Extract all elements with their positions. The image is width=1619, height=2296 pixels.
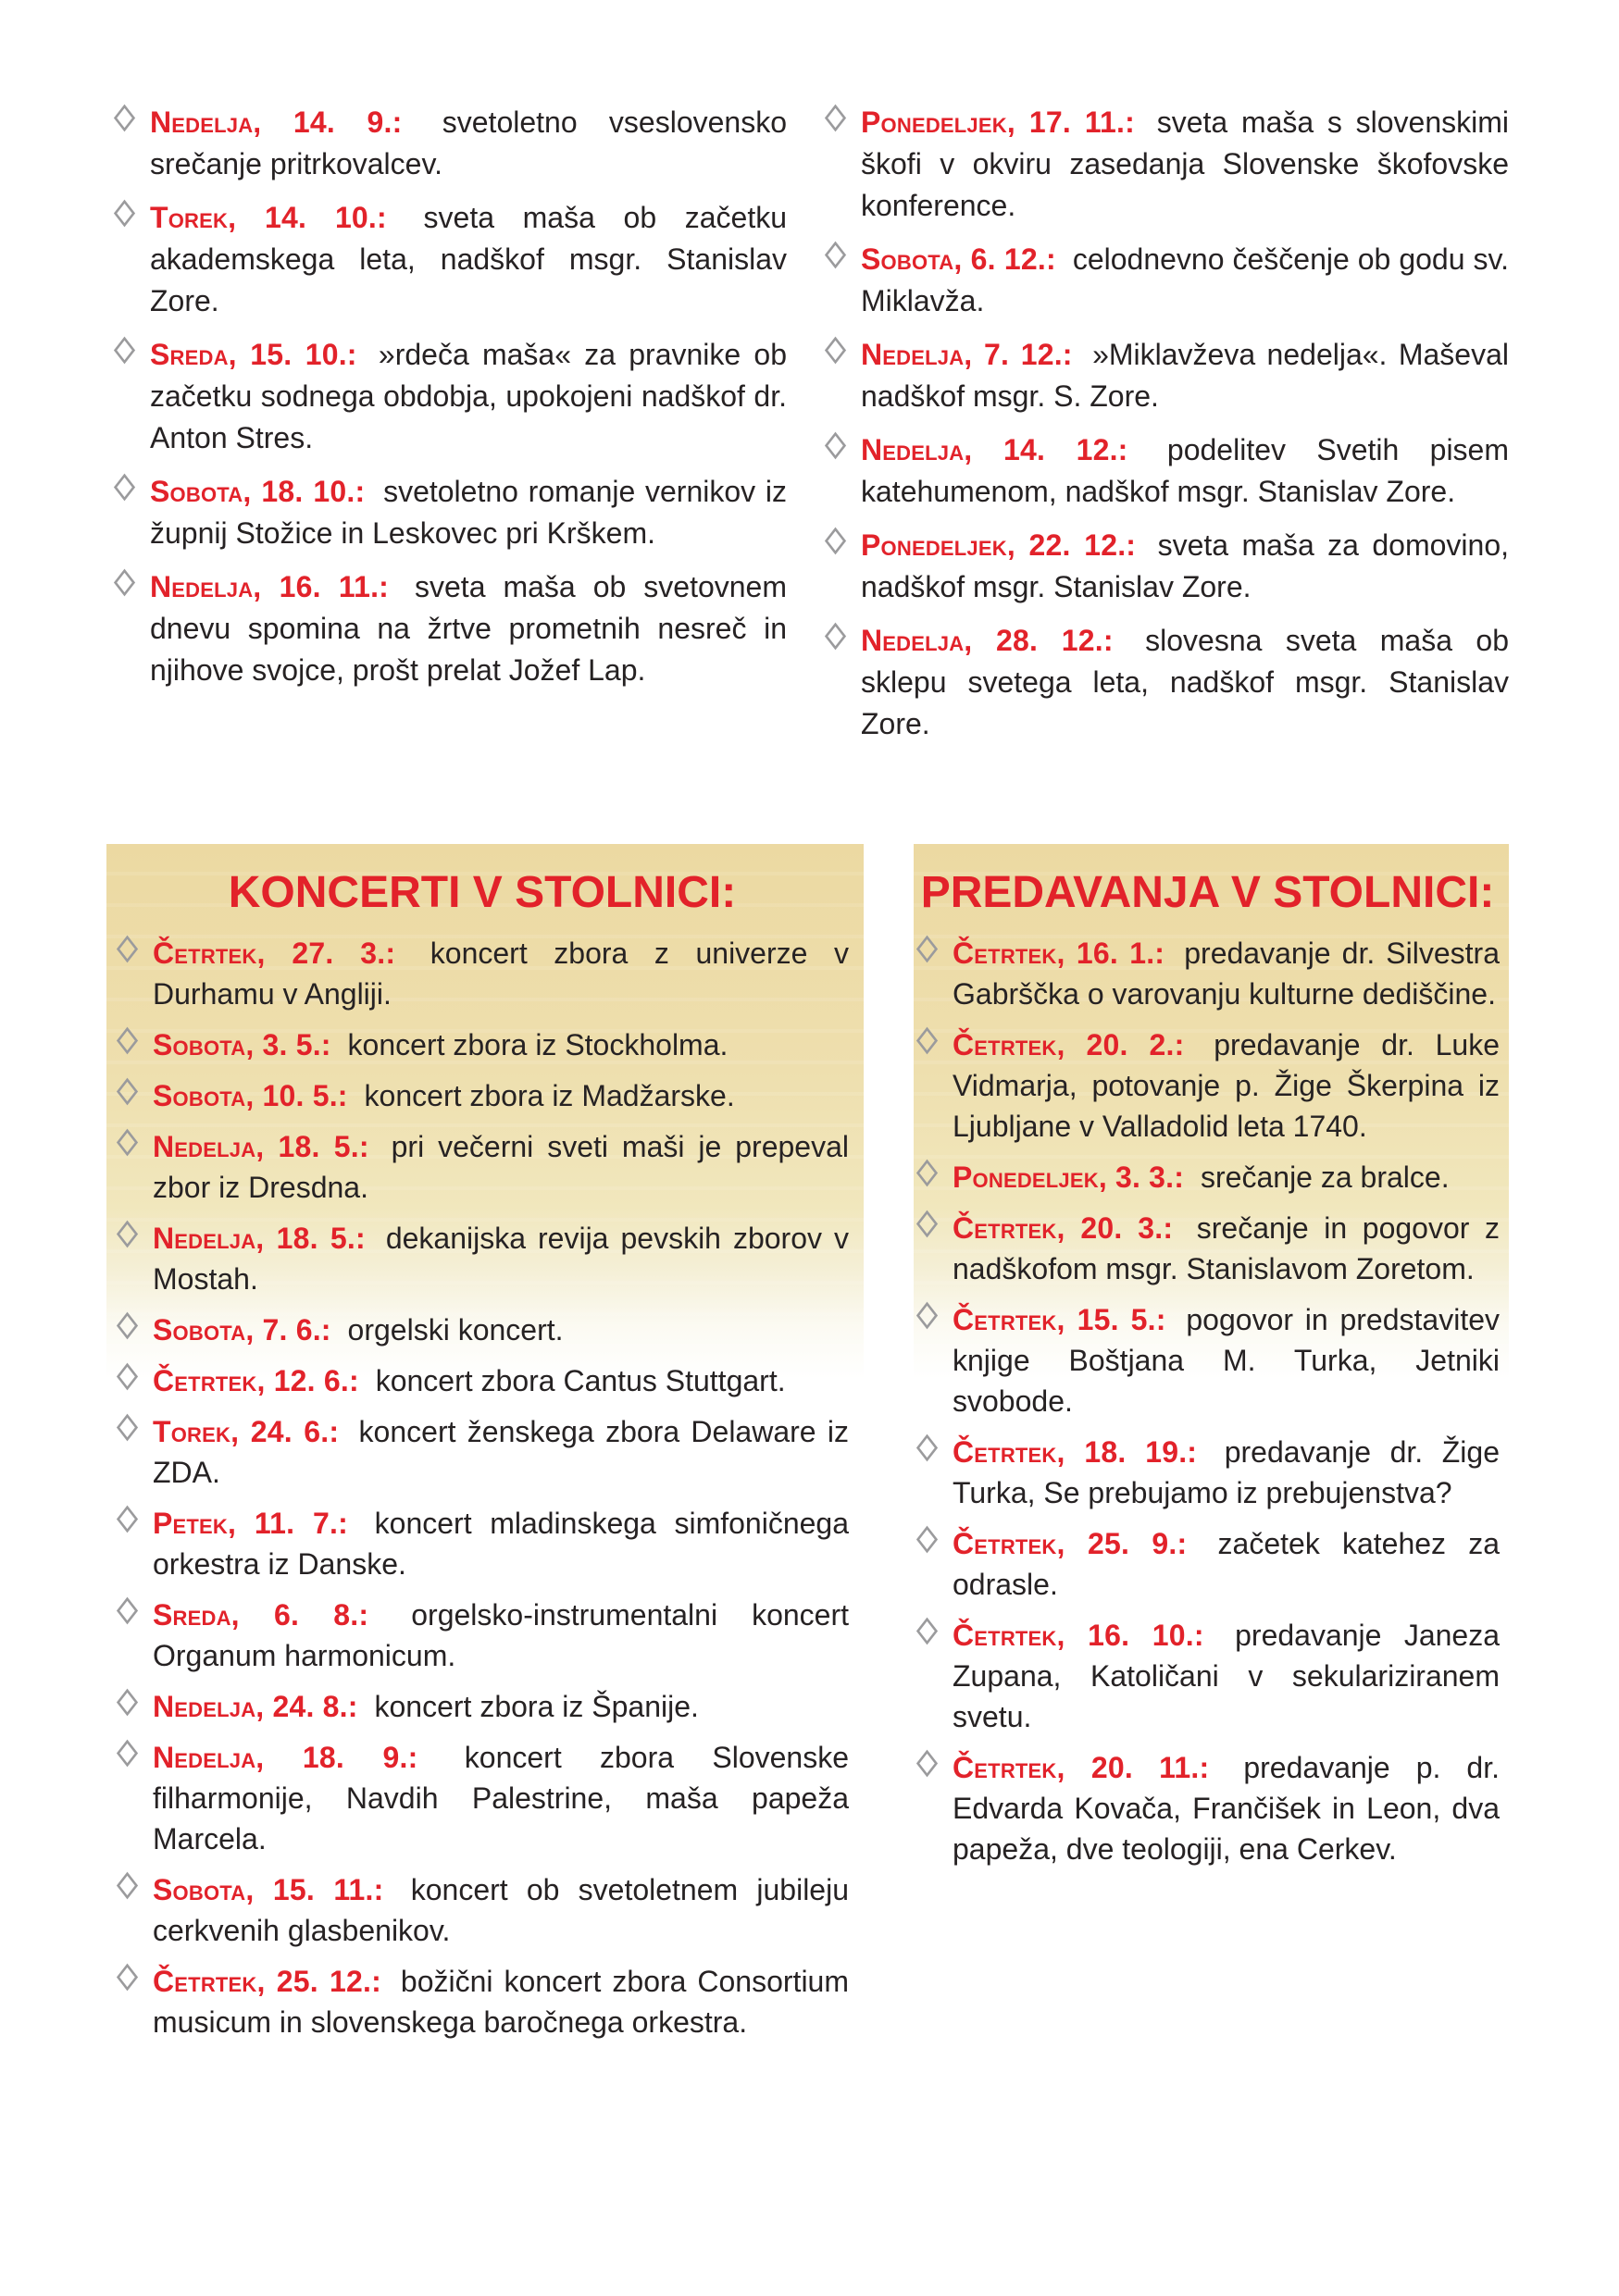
event-day-date: Četrtek, 20. 11.: (953, 1751, 1210, 1784)
event-description: predavanje p. dr. Edvarda Kovača, Frančišek in Leon, dva papeža, dve teologiji, ena Cerkev. (953, 1751, 1501, 1866)
event-description: podelitev Svetih pisem katehumenom, nadškof msgr. Stanislav Zore. (861, 433, 1510, 508)
diamond-bullet-icon (117, 1312, 138, 1340)
event-day-date: Sobota, 10. 5.: (153, 1079, 348, 1112)
event-description: predavanje dr. Žige Turka, Se prebujamo iz prebujenstva? (953, 1435, 1501, 1509)
event-description: celodnevno češčenje ob godu sv. Miklavža. (861, 242, 1510, 317)
event-item (116, 1961, 849, 2042)
diamond-bullet-icon (114, 474, 135, 502)
event-description: slovesna sveta maša ob sklepu svetega leta, nadškof msgr. Stanislav Zore. (861, 624, 1510, 740)
event-day-date: Četrtek, 25. 12.: (153, 1965, 381, 1998)
event-description: koncert zbora Slovenske filharmonije, Navdih Palestrine, maša papeža Marcela. (153, 1741, 850, 1855)
event-day-date: Nedelja, 18. 5.: (153, 1222, 366, 1255)
diamond-bullet-icon (114, 200, 135, 228)
event-description: predavanje dr. Luke Vidmarja, potovanje p. Žige Škerpina iz Ljubljane v Valladolid leta 1740. (953, 1028, 1501, 1143)
diamond-bullet-icon (825, 527, 846, 555)
diamond-bullet-icon (916, 936, 938, 963)
event-day-date: Nedelja, 7. 12.: (861, 338, 1073, 371)
event-day-date: Nedelja, 28. 12.: (861, 624, 1114, 657)
diamond-bullet-icon (117, 1689, 138, 1717)
diamond-bullet-icon (117, 1221, 138, 1248)
event-description: predavanje Janeza Zupana, Katoličani v sekulariziranem svetu. (953, 1619, 1500, 1733)
event-item (824, 102, 1509, 227)
diamond-bullet-icon (916, 1302, 938, 1330)
event-description: dekanijska revija pevskih zborov v Mostah. (153, 1222, 850, 1296)
event-day-date: Nedelja, 18. 9.: (153, 1741, 418, 1774)
section-koncerti (106, 844, 864, 2223)
event-item (915, 1157, 1500, 1198)
event-day-date: Četrtek, 27. 3.: (153, 937, 396, 970)
event-item (915, 1432, 1500, 1513)
event-day-date: Četrtek, 20. 2.: (953, 1028, 1185, 1061)
event-day-date: Nedelja, 14. 9.: (150, 105, 403, 139)
event-item (824, 525, 1509, 608)
diamond-bullet-icon (114, 337, 135, 365)
event-item (824, 620, 1509, 745)
event-day-date: Nedelja, 24. 8.: (153, 1690, 358, 1723)
diamond-bullet-icon (916, 1434, 938, 1462)
diamond-bullet-icon (916, 1618, 938, 1645)
diamond-bullet-icon (825, 242, 846, 269)
event-description: sveta maša ob svetovnem dnevu spomina na žrtve prometnih nesreč in njihove svojce, prošt prelat Jožef Lap. (150, 570, 788, 687)
event-day-date: Četrtek, 20. 3.: (953, 1211, 1174, 1245)
diamond-bullet-icon (117, 1078, 138, 1106)
diamond-bullet-icon (114, 569, 135, 597)
event-day-date: Sreda, 6. 8.: (153, 1598, 369, 1632)
event-description: »rdeča maša« za pravnike ob začetku sodnega obdobja, upokojeni nadškof dr. Anton Stres. (150, 338, 788, 454)
event-description: svetoletno vseslovensko srečanje pritrkovalcev. (150, 105, 788, 180)
koncerti-list (116, 933, 849, 2042)
event-description: srečanje za bralce. (1201, 1160, 1450, 1194)
predavanja-list (915, 933, 1500, 1869)
diamond-bullet-icon (117, 1597, 138, 1625)
event-day-date: Sobota, 18. 10.: (150, 475, 366, 508)
event-item (116, 1595, 849, 1676)
section-top-left-events (113, 102, 787, 703)
event-description: koncert zbora iz Španije. (374, 1690, 699, 1723)
event-item (116, 1309, 849, 1350)
event-item (116, 1869, 849, 1951)
diamond-bullet-icon (825, 105, 846, 132)
section-predavanja (914, 844, 1509, 2251)
event-description: pri večerni sveti maši je prepeval zbor iz Dresdna. (153, 1130, 850, 1204)
event-day-date: Nedelja, 14. 12.: (861, 433, 1128, 466)
event-description: koncert zbora z univerze v Durhamu v Angliji. (153, 937, 850, 1011)
event-description: koncert zbora iz Madžarske. (364, 1079, 735, 1112)
event-day-date: Četrtek, 15. 5.: (953, 1303, 1166, 1336)
koncerti-title: KONCERTI V STOLNICI: (228, 868, 737, 917)
event-item (824, 334, 1509, 417)
event-day-date: Ponedeljek, 3. 3.: (953, 1160, 1185, 1194)
event-description: božični koncert zbora Consortium musicum in slovenskega baročnega orkestra. (153, 1965, 850, 2039)
event-description: pogovor in predstavitev knjige Boštjana M. Turka, Jetniki svobode. (953, 1303, 1501, 1418)
diamond-bullet-icon (825, 623, 846, 651)
event-day-date: Sreda, 15. 10.: (150, 338, 357, 371)
event-description: sveta maša ob začetku akademskega leta, nadškof msgr. Stanislav Zore. (150, 201, 788, 317)
event-item (915, 1615, 1500, 1737)
diamond-bullet-icon (117, 1363, 138, 1391)
event-day-date: Sobota, 3. 5.: (153, 1028, 331, 1061)
event-item (824, 429, 1509, 513)
event-day-date: Sobota, 7. 6.: (153, 1313, 331, 1347)
event-day-date: Četrtek, 12. 6.: (153, 1364, 359, 1397)
event-description: predavanje dr. Silvestra Gabrščka o varovanju kulturne dediščine. (953, 937, 1501, 1011)
event-item (915, 1024, 1500, 1147)
event-day-date: Sobota, 15. 11.: (153, 1873, 384, 1906)
diamond-bullet-icon (117, 1129, 138, 1157)
event-item (113, 566, 787, 691)
event-day-date: Torek, 14. 10.: (150, 201, 387, 234)
event-item (915, 1523, 1500, 1605)
diamond-bullet-icon (916, 1210, 938, 1238)
event-item (116, 1686, 849, 1727)
event-item (113, 197, 787, 322)
diamond-bullet-icon (114, 105, 135, 132)
event-item (116, 933, 849, 1014)
event-day-date: Četrtek, 18. 19.: (953, 1435, 1198, 1469)
event-item (113, 334, 787, 459)
event-item (915, 933, 1500, 1014)
event-item (116, 1218, 849, 1299)
diamond-bullet-icon (117, 1027, 138, 1055)
diamond-bullet-icon (117, 1740, 138, 1768)
event-day-date: Četrtek, 16. 10.: (953, 1619, 1204, 1652)
diamond-bullet-icon (117, 1414, 138, 1442)
event-item (116, 1360, 849, 1401)
event-item (116, 1126, 849, 1208)
event-day-date: Četrtek, 16. 1.: (953, 937, 1165, 970)
event-item (113, 102, 787, 185)
diamond-bullet-icon (825, 432, 846, 460)
event-description: koncert zbora iz Stockholma. (347, 1028, 729, 1061)
event-description: »Miklavževa nedelja«. Maševal nadškof msgr. S. Zore. (861, 338, 1510, 413)
diamond-bullet-icon (916, 1526, 938, 1554)
event-item (915, 1208, 1500, 1289)
diamond-bullet-icon (916, 1750, 938, 1778)
event-day-date: Četrtek, 25. 9.: (953, 1527, 1188, 1560)
event-description: sveta maša za domovino, nadškof msgr. Stanislav Zore. (861, 528, 1510, 603)
event-item (116, 1411, 849, 1493)
event-day-date: Ponedeljek, 17. 11.: (861, 105, 1136, 139)
event-day-date: Sobota, 6. 12.: (861, 242, 1056, 276)
event-item (116, 1737, 849, 1859)
event-description: sveta maša s slovenskimi škofi v okviru zasedanja Slovenske škofovske konference. (861, 105, 1509, 222)
event-item (824, 239, 1509, 322)
event-item (116, 1503, 849, 1584)
predavanja-title: PREDAVANJA V STOLNICI: (920, 868, 1495, 917)
diamond-bullet-icon (117, 1872, 138, 1900)
event-description: srečanje in pogovor z nadškofom msgr. Stanislavom Zoretom. (953, 1211, 1500, 1285)
event-description: koncert zbora Cantus Stuttgart. (375, 1364, 786, 1397)
event-description: koncert ženskega zbora Delaware iz ZDA. (153, 1415, 850, 1489)
event-description: svetoletno romanje vernikov iz župnij Stožice in Leskovec pri Krškem. (150, 475, 788, 550)
diamond-bullet-icon (825, 337, 846, 365)
section-top-right-events (824, 102, 1509, 757)
event-description: koncert ob svetoletnem jubileju cerkvenih glasbenikov. (153, 1873, 850, 1947)
diamond-bullet-icon (916, 1027, 938, 1055)
event-day-date: Nedelja, 16. 11.: (150, 570, 390, 603)
diamond-bullet-icon (117, 1964, 138, 1992)
event-day-date: Nedelja, 18. 5.: (153, 1130, 369, 1163)
diamond-bullet-icon (117, 1506, 138, 1533)
event-day-date: Petek, 11. 7.: (153, 1507, 349, 1540)
event-day-date: Torek, 24. 6.: (153, 1415, 340, 1448)
event-description: začetek katehez za odrasle. (953, 1527, 1501, 1601)
diamond-bullet-icon (916, 1160, 938, 1187)
event-description: orgelsko-instrumentalni koncert Organum harmonicum. (153, 1598, 850, 1672)
event-day-date: Ponedeljek, 22. 12.: (861, 528, 1137, 562)
event-item (915, 1299, 1500, 1421)
event-item (116, 1024, 849, 1065)
event-item (116, 1075, 849, 1116)
diamond-bullet-icon (117, 936, 138, 963)
event-item (113, 471, 787, 554)
event-description: orgelski koncert. (347, 1313, 564, 1347)
event-description: koncert mladinskega simfoničnega orkestra iz Danske. (153, 1507, 850, 1581)
event-item (915, 1747, 1500, 1869)
